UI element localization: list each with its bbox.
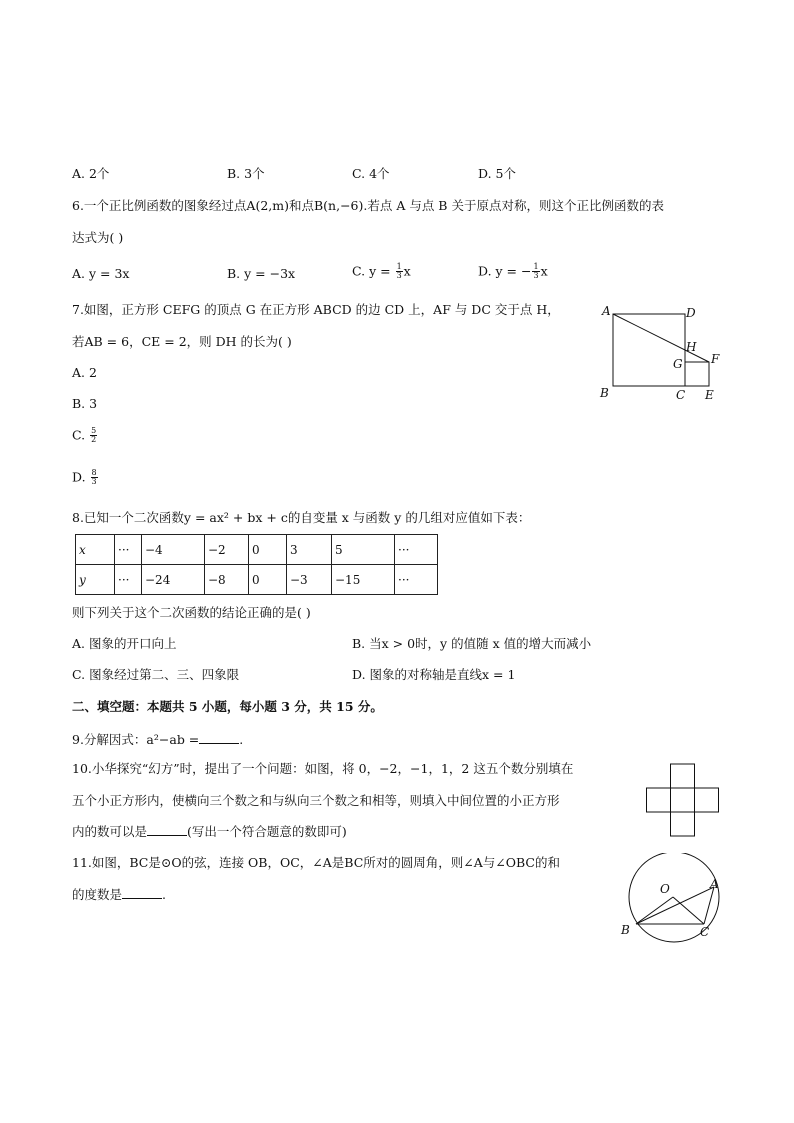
table-cell: −24 (142, 565, 205, 595)
q7-stem-line2: 若AB = 6，CE = 2，则 DH 的长为( ) (72, 334, 292, 349)
q10-stem-line3 (72, 825, 347, 839)
cell-center (671, 788, 695, 812)
q5-option-c: C. 4个 (352, 166, 390, 181)
cell-top (671, 764, 695, 788)
label-g: G (673, 357, 683, 371)
label-h: H (686, 340, 697, 354)
label-b: B (621, 923, 630, 937)
q6-option-c-var: x (403, 263, 411, 279)
q6-option-d-var: x (540, 263, 548, 279)
table-cell: 0 (249, 565, 287, 595)
table-cell: ··· (115, 565, 142, 595)
q7-d-den: 3 (91, 477, 97, 486)
q7-option-b: B. 3 (72, 396, 98, 411)
table-cell: x (76, 535, 115, 565)
table-cell: −3 (287, 565, 332, 595)
table-row (76, 565, 438, 595)
q7-option-d-prefix: D. (72, 469, 86, 485)
q6-option-b: B. y = −3x (227, 266, 296, 281)
q11-circle-figure (618, 853, 728, 945)
q11-answer-blank[interactable] (122, 888, 162, 899)
q10-stem-line1: 10.小华探究“幻方”时，提出了一个问题：如图，将 0，−2，−1，1，2 这五个数分别填在 (72, 761, 574, 776)
q6-option-c-fraction (396, 263, 403, 280)
q9-answer-blank[interactable] (199, 733, 239, 744)
table-cell: 3 (287, 535, 332, 565)
q8-stem: 8.已知一个二次函数y = ax² + bx + c的自变量 x 与函数 y 的几组对应值如下表： (72, 510, 531, 525)
label-c: C (700, 925, 710, 939)
table-cell: y (76, 565, 115, 595)
q7-c-num: 5 (91, 426, 97, 435)
q7-stem-line1: 7.如图，正方形 CEFG 的顶点 G 在正方形 ABCD 的边 CD 上，AF 与 DC 交于点 H， (72, 302, 560, 317)
q6-stem-line2: 达式为( ) (72, 230, 124, 245)
q10-line3-pre: 内的数可以是 (72, 824, 148, 839)
q5-option-b: B. 3个 (227, 166, 265, 181)
label-f: F (711, 352, 720, 366)
q10-cross-grid-figure (645, 763, 721, 839)
q9-end: . (239, 732, 244, 747)
q10-line3-post: (写出一个符合题意的数即可) (187, 824, 347, 839)
q7-c-den: 2 (91, 435, 97, 444)
table-cell: −4 (142, 535, 205, 565)
q8-question: 则下列关于这个二次函数的结论正确的是( ) (72, 605, 311, 620)
label-e: E (705, 388, 714, 402)
q6-option-c (352, 263, 411, 280)
section-2-heading: 二、填空题：本题共 5 小题，每小题 3 分，共 15 分。 (72, 699, 383, 714)
segment-ob (636, 897, 673, 924)
segment-oc (673, 897, 704, 924)
square-abcd (613, 314, 685, 386)
q5-option-d: D. 5个 (478, 166, 516, 181)
q11-stem-line1: 11.如图，BC是⊙O的弦，连接 OB，OC，∠A是BC所对的圆周角，则∠A与∠OBC的和 (72, 855, 560, 870)
cell-left (647, 788, 671, 812)
table-cell: ··· (115, 535, 142, 565)
segment-af (613, 314, 709, 362)
label-d: D (686, 306, 696, 320)
q6-option-c-prefix: C. y = (352, 263, 395, 279)
q6-stem-line1: 6.一个正比例函数的图象经过点A(2,m)和点B(n,−6).若点 A 与点 B 关于原点对称，则这个正比例函数的表 (72, 198, 664, 213)
q7-option-c-fraction (90, 427, 97, 444)
q8-option-b: B. 当x > 0时，y 的值随 x 值的增大而减小 (352, 636, 592, 651)
table-cell: ··· (395, 565, 438, 595)
label-c: C (676, 388, 686, 402)
q6-option-d (478, 263, 548, 280)
q7-option-c (72, 427, 98, 444)
q8-option-d: D. 图象的对称轴是直线x = 1 (352, 667, 516, 682)
q9-stem (72, 733, 243, 747)
table-cell: ··· (395, 535, 438, 565)
q8-option-a: A. 图象的开口向上 (72, 636, 177, 651)
cell-bottom (671, 812, 695, 836)
table-cell: −2 (205, 535, 249, 565)
q9-text: 9.分解因式：a²−ab = (72, 732, 200, 747)
q10-stem-line2: 五个小正方形内，使横向三个数之和与纵向三个数之和相等，则填入中间位置的小正方形 (72, 793, 560, 808)
q7-figure-squares (595, 300, 725, 405)
q10-answer-blank[interactable] (147, 825, 187, 836)
label-b: B (600, 386, 609, 400)
q6-c-num: 1 (396, 262, 402, 271)
table-cell: 0 (249, 535, 287, 565)
q11-line2-pre: 的度数是 (72, 887, 123, 902)
q7-option-d (72, 469, 99, 486)
segment-ac (704, 887, 714, 924)
table-cell: −15 (332, 565, 395, 595)
q7-d-num: 8 (91, 468, 97, 477)
q5-option-a: A. 2个 (72, 166, 110, 181)
q8-option-c: C. 图象经过第二、三、四象限 (72, 667, 240, 682)
q7-option-a: A. 2 (72, 365, 97, 380)
cell-right (695, 788, 719, 812)
table-cell: 5 (332, 535, 395, 565)
q11-line2-post: . (162, 887, 166, 902)
q6-option-d-fraction (532, 263, 539, 280)
table-cell: −8 (205, 565, 249, 595)
table-row (76, 535, 438, 565)
q6-c-den: 3 (396, 271, 402, 280)
q8-value-table (75, 534, 438, 595)
segment-ab (636, 887, 714, 924)
q11-stem-line2 (72, 888, 166, 902)
q7-option-c-prefix: C. (72, 427, 86, 443)
label-a: A (602, 304, 611, 318)
q6-option-a: A. y = 3x (72, 266, 130, 281)
q6-option-d-prefix: D. y = − (478, 263, 532, 279)
q7-option-d-fraction (91, 469, 98, 486)
label-a: A (710, 877, 719, 891)
label-o: O (660, 882, 670, 896)
q6-d-num: 1 (533, 262, 539, 271)
q6-d-den: 3 (533, 271, 539, 280)
square-cefg (685, 362, 709, 386)
